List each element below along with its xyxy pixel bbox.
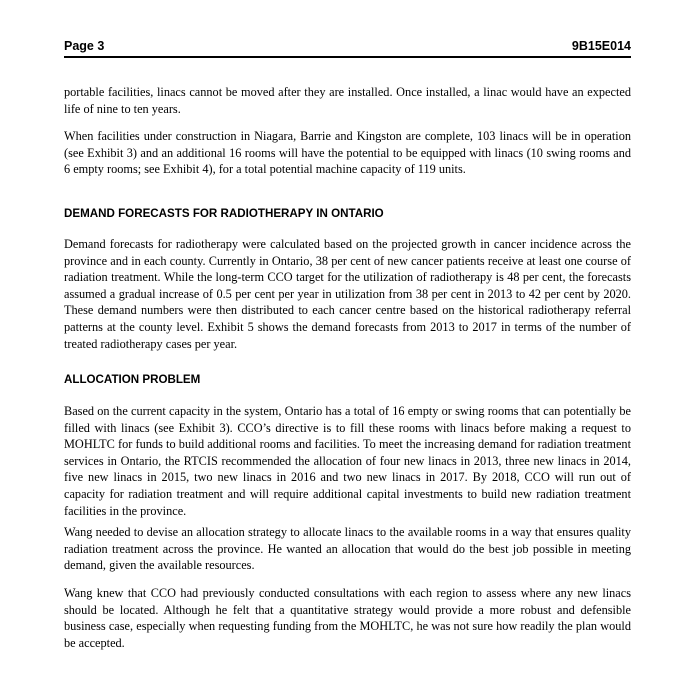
paragraph-capacity: When facilities under construction in Niagara, Barrie and Kingston are complete, 103 linacs will be in operation (see Exhibit 3) and an additional 16 rooms will have the potential to be equipped with linacs (10 swing rooms and 6 empty rooms; see Exhibit 4), for a total potential machine capacity of 119 units. xyxy=(64,129,631,177)
paragraph-demand-forecasts: Demand forecasts for radiotherapy were calculated based on the projected growth in cancer incidence across the province and in each county. Currently in Ontario, 38 per cent of new cancer patients receive at least one course of radiation treatment. While the long-term CCO target for the utilization of radiotherapy is 48 per cent, the forecasts assumed a gradual increase of 0.5 per cent per year in utilization from 38 per cent in 2013 to 42 per cent by 2020. These demand numbers were then distributed to each cancer centre based on the historical radiotherapy referral patterns at the county level. Exhibit 5 shows the demand forecasts from 2013 to 2017 in terms of the number of treated radiotherapy cases per year. xyxy=(64,237,631,351)
paragraph-allocation-strategy: Wang needed to devise an allocation strategy to allocate linacs to the available rooms in a way that ensures quality radiation treatment across the province. He wanted an allocation that would do the best job possible in meeting demand, given the available resources. xyxy=(64,525,631,573)
page-header xyxy=(64,38,631,58)
section-heading-allocation-problem: ALLOCATION PROBLEM xyxy=(64,373,201,386)
section-heading-demand-forecasts: DEMAND FORECASTS FOR RADIOTHERAPY IN ONTARIO xyxy=(64,207,384,220)
document-code: 9B15E014 xyxy=(571,39,631,53)
page-number: Page 3 xyxy=(64,39,105,53)
paragraph-linac-lifetime: portable facilities, linacs cannot be moved after they are installed. Once installed, a linac would have an expected life of nine to ten years. xyxy=(64,85,631,116)
paragraph-allocation-capacity: Based on the current capacity in the system, Ontario has a total of 16 empty or swing rooms that can potentially be filled with linacs (see Exhibit 3). CCO’s directive is to fill these rooms with linacs before making a request to MOHLTC for funds to build additional rooms and facilities. To meet the increasing demand for radiation treatment services in Ontario, the RTCIS recommended the allocation of four new linacs in 2013, three new linacs in 2014, five new linacs in 2015, two new linacs in 2016 and two new linacs in 2017. By 2018, CCO will run out of capacity for radiation treatment and will require additional capital investments to build new radiation treatment facilities in the province. xyxy=(64,404,631,518)
paragraph-consultations: Wang knew that CCO had previously conducted consultations with each region to assess where any new linacs should be located. Although he felt that a quantitative strategy would provide a more robust and defensible business case, especially when requesting funding from the MOHLTC, he was not sure how readily the plan would be accepted. xyxy=(64,586,631,650)
